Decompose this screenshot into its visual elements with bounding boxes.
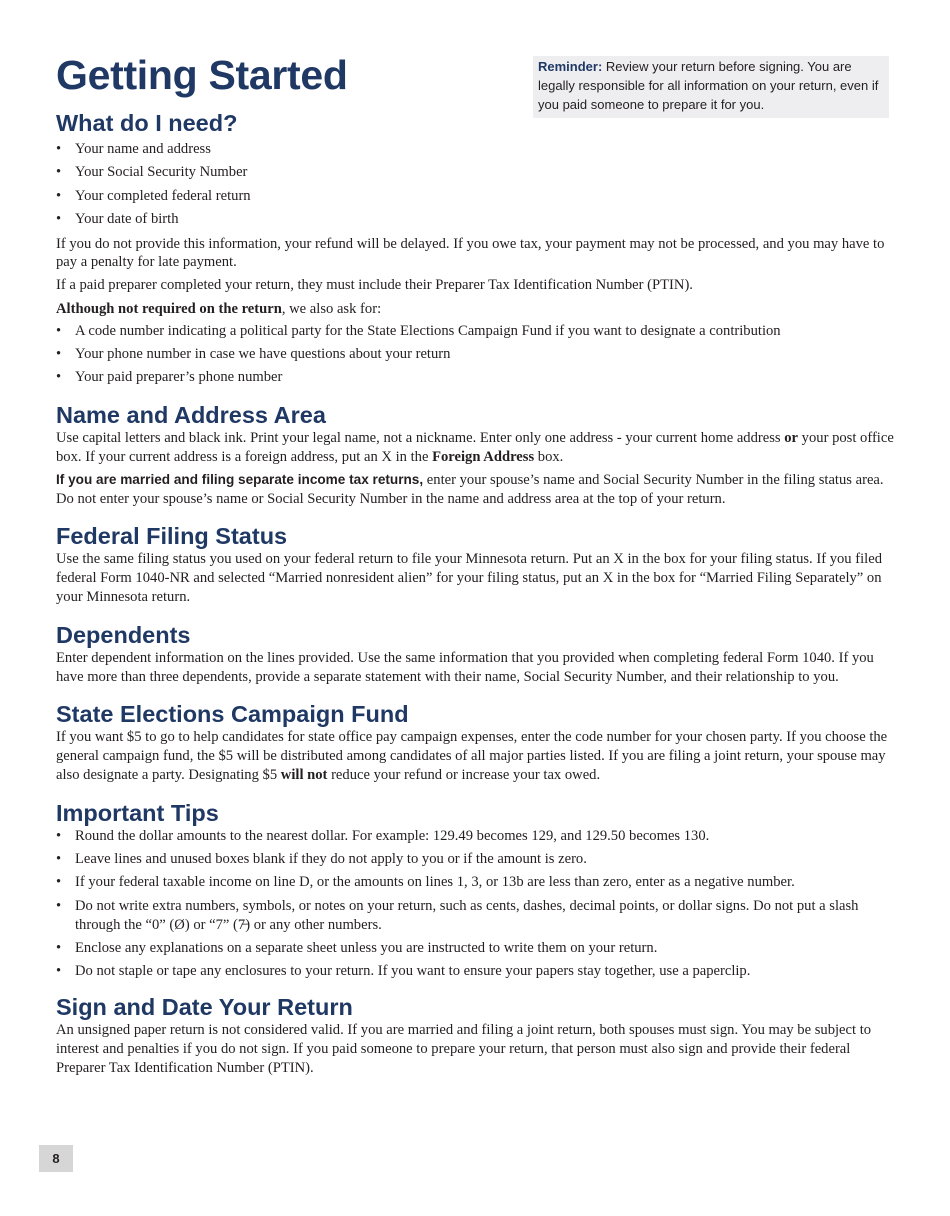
bullet-icon: •: [56, 187, 62, 204]
bullet-icon: •: [56, 210, 62, 227]
filing-status-paragraph: Use the same filing status you used on your federal return to file your Minnesota return. Put an X in the box for your filing status. If you filed federal Form 1040-NR and selected “Married nonresident alien” for your filing status, put an X in the box for “Married Filing Separately” on your Minnesota return.: [56, 551, 882, 606]
reminder-label: Reminder:: [538, 59, 603, 74]
list-item: • Do not staple or tape any enclosures to your return. If you want to ensure your papers stay together, use a paperclip.: [56, 963, 751, 980]
need-list: [56, 140, 894, 229]
heading-sign-date: Sign and Date Your Return: [56, 993, 353, 1020]
list-item: • A code number indicating a political party for the State Elections Campaign Fund if you want to designate a contribution: [56, 322, 781, 339]
bullet-icon: •: [56, 963, 62, 980]
bullet-icon: •: [56, 164, 62, 181]
dependents-paragraph: Enter dependent information on the lines provided. Use the same information that you provided when completing federal Form 1040. If you have more than three dependents, provide a separate statement with their name, Social Security Number, and their relationship to you.: [56, 649, 874, 685]
name-address-paragraph-2: If you are married and filing separate income tax returns, enter your spouse’s name and Social Security Number in the filing status area. Do not enter your spouse’s name or Social Security Number in the name and address area at the top of your return.: [56, 471, 884, 507]
campaign-paragraph: If you want $5 to go to help candidates for state office pay campaign expenses, enter the code number for your chosen party. If you choose the general campaign fund, the $5 will be distributed among candidates of all major parties listed. If you are filing a joint return, your spouse may also designate a party. Designating $5 will not reduce your refund or increase your tax owed.: [56, 729, 888, 784]
list-item: • Your Social Security Number: [56, 164, 248, 181]
list-item: • Your completed federal return: [56, 187, 251, 204]
page-title: Getting Started: [56, 52, 348, 98]
also-ask-list: [56, 322, 894, 387]
heading-what-do-i-need: What do I need?: [56, 110, 238, 136]
list-item: • Do not write extra numbers, symbols, or notes on your return, such as cents, dashes, decimal points, or dollar signs. Do not put a slash through the “0” (Ø) or “7” (7̶) or any other numbers.: [56, 897, 859, 933]
page-content: [56, 50, 894, 1077]
need-paragraph-1: If you do not provide this information, your refund will be delayed. If you owe tax, your payment may not be processed, and you may have to pay a penalty for late payment.: [56, 235, 885, 271]
list-item: • Your phone number in case we have questions about your return: [56, 346, 451, 363]
list-item: • Your paid preparer’s phone number: [56, 369, 283, 386]
need-paragraph-3: Although not required on the return, we also ask for:: [56, 301, 382, 318]
bullet-icon: •: [56, 346, 62, 363]
list-item: • Round the dollar amounts to the nearest dollar. For example: 129.49 becomes 129, and 129.50 becomes 130.: [56, 827, 710, 844]
bullet-icon: •: [56, 851, 62, 868]
bullet-icon: •: [56, 939, 62, 956]
bullet-icon: •: [56, 897, 62, 914]
bullet-icon: •: [56, 322, 62, 339]
heading-filing-status: Federal Filing Status: [56, 523, 288, 550]
heading-name-address: Name and Address Area: [56, 402, 326, 429]
need-paragraph-2: If a paid preparer completed your return, they must include their Preparer Tax Identification Number (PTIN).: [56, 277, 693, 294]
heading-dependents: Dependents: [56, 621, 191, 648]
list-item: • Enclose any explanations on a separate sheet unless you are instructed to write them on your return.: [56, 939, 658, 956]
list-item: • Your name and address: [56, 141, 211, 157]
heading-important-tips: Important Tips: [56, 799, 219, 826]
sign-paragraph: An unsigned paper return is not considered valid. If you are married and filing a joint return, both spouses must sign. You may be subject to interest and penalties if you do not sign. If you paid someone to prepare your return, that person must also sign and provide their federal Preparer Tax Identification Number (PTIN).: [56, 1021, 872, 1076]
list-item: • If your federal taxable income on line D, or the amounts on lines 1, 3, or 13b are less than zero, enter as a negative number.: [56, 874, 795, 891]
bullet-icon: •: [56, 827, 62, 844]
bullet-icon: •: [56, 141, 62, 157]
bullet-icon: •: [56, 369, 62, 386]
list-item: • Your date of birth: [56, 210, 179, 227]
tips-list: [56, 827, 894, 981]
reminder-text: Review your return before signing. You are legally responsible for all information on your return, even if you paid someone to prepare it for you.: [538, 59, 879, 112]
heading-campaign-fund: State Elections Campaign Fund: [56, 701, 409, 728]
list-item: • Leave lines and unused boxes blank if they do not apply to you or if the amount is zero.: [56, 851, 587, 868]
bullet-icon: •: [56, 874, 62, 891]
page-number: 8: [39, 1145, 73, 1172]
name-address-paragraph-1: Use capital letters and black ink. Print your legal name, not a nickname. Enter only one address - your current home address or your post office box. If your current address is a foreign address, put an X in the Foreign Address box.: [56, 430, 894, 466]
